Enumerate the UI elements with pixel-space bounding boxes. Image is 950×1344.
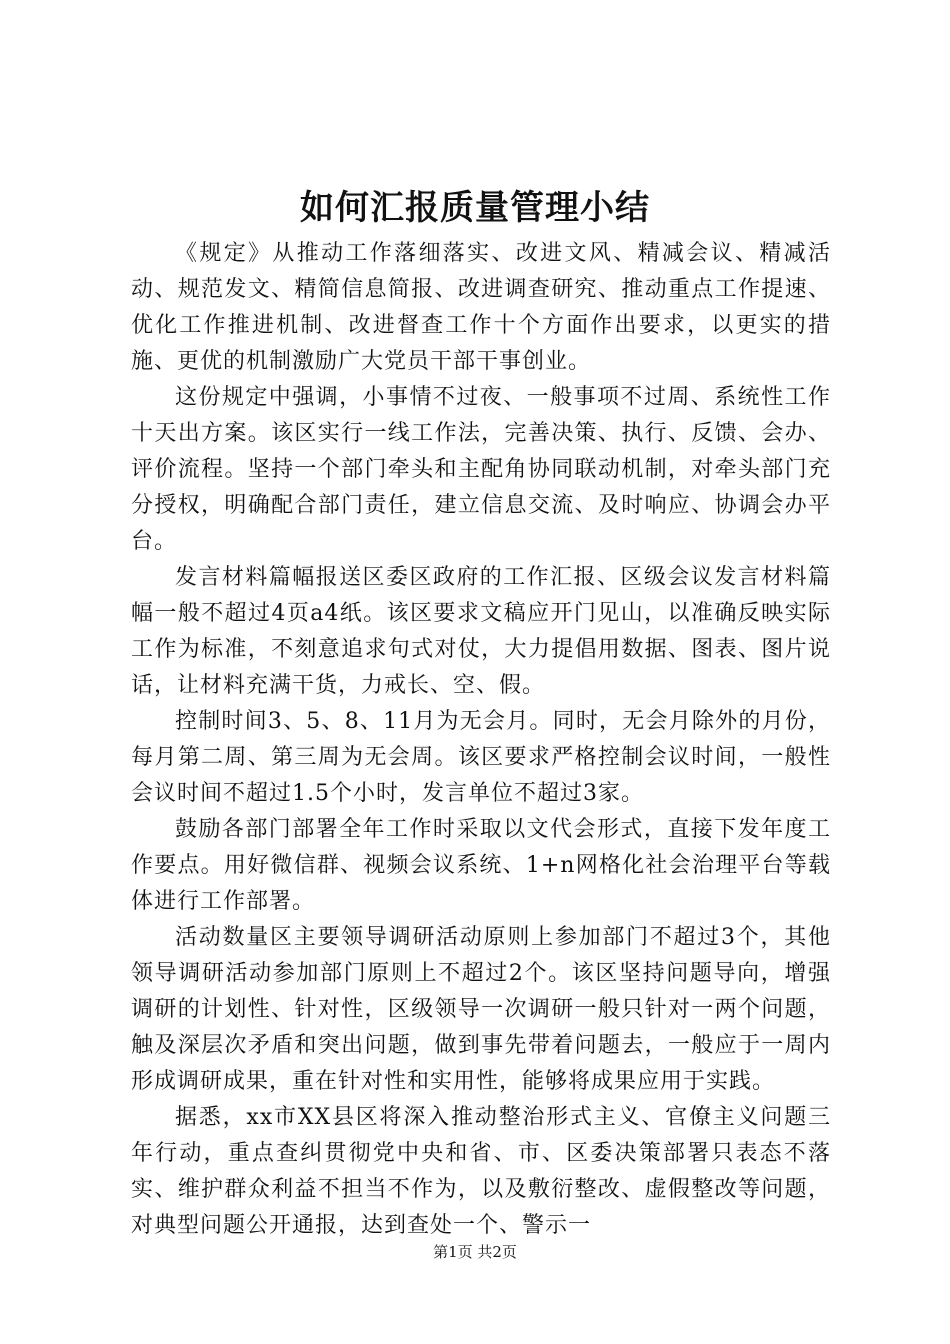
paragraph: 鼓励各部门部署全年工作时采取以文代会形式，直接下发年度工作要点。用好微信群、视频会议系统、1+n网格化社会治理平台等载体进行工作部署。 bbox=[131, 817, 831, 914]
page-footer: 第1页 共2页 bbox=[433, 1243, 517, 1261]
paragraph: 这份规定中强调，小事情不过夜、一般事项不过周、系统性工作十天出方案。该区实行一线工作法，完善决策、执行、反馈、会办、评价流程。坚持一个部门牵头和主配角协同联动机制，对牵头部门充分授权，明确配合部门责任，建立信息交流、及时响应、协调会办平台。 bbox=[131, 385, 831, 554]
paragraph: 《规定》从推动工作落细落实、改进文风、精减会议、精减活动、规范发文、精简信息简报、改进调查研究、推动重点工作提速、优化工作推进机制、改进督查工作十个方面作出要求，以更实的措施、更优的机制激励广大党员干部干事创业。 bbox=[131, 241, 831, 374]
paragraph: 控制时间3、5、8、11月为无会月。同时，无会月除外的月份，每月第二周、第三周为无会周。该区要求严格控制会议时间，一般性会议时间不超过1.5个小时，发言单位不超过3家。 bbox=[131, 709, 831, 806]
paragraph: 发言材料篇幅报送区委区政府的工作汇报、区级会议发言材料篇幅一般不超过4页a4纸。该区要求文稿应开门见山，以准确反映实际工作为标准，不刻意追求句式对仗，大力提倡用数据、图表、图片说话，让材料充满干货，力戒长、空、假。 bbox=[131, 565, 831, 698]
document-body bbox=[131, 236, 831, 1244]
paragraph: 活动数量区主要领导调研活动原则上参加部门不超过3个，其他领导调研活动参加部门原则上不超过2个。该区坚持问题导向，增强调研的计划性、针对性，区级领导一次调研一般只针对一两个问题，触及深层次矛盾和突出问题，做到事先带着问题去，一般应于一周内形成调研成果，重在针对性和实用性，能够将成果应用于实践。 bbox=[131, 925, 831, 1094]
page-title: 如何汇报质量管理小结 bbox=[300, 188, 650, 228]
paragraph: 据悉，xx市XX县区将深入推动整治形式主义、官僚主义问题三年行动，重点查纠贯彻党中央和省、市、区委决策部署只表态不落实、维护群众利益不担当不作为，以及敷衍整改、虚假整改等问题，对典型问题公开通报，达到查处一个、警示一 bbox=[131, 1105, 831, 1238]
